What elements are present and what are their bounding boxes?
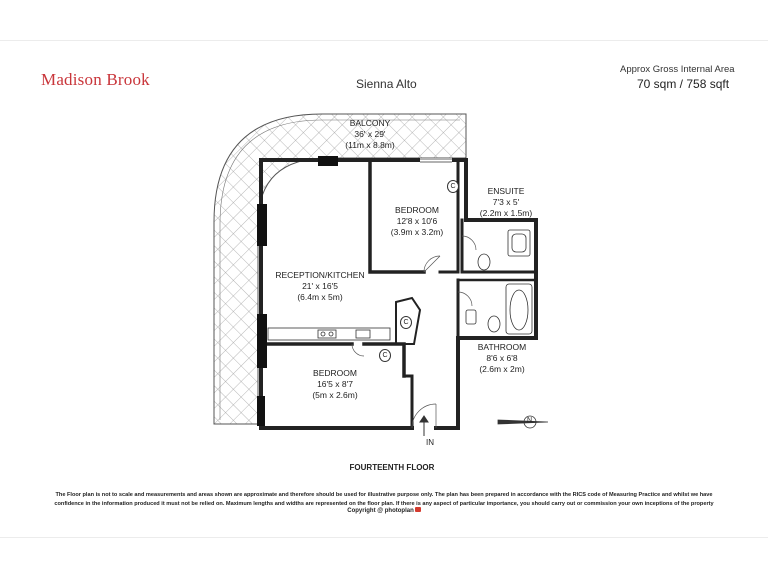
disclaimer-line-1: The Floor plan is not to scale and measurements and areas shown are approximate and therefore should be used for illustrative purpose only. The plan has been prepared in accordance with the RICS code of Measuring Practice and whilst we have — [55, 492, 713, 498]
room-dimensions-metric: (2.2m x 1.5m) — [479, 208, 533, 218]
room-label-bathroom — [472, 342, 532, 375]
room-label-bedroom-2 — [300, 368, 370, 401]
room-label-reception-kitchen — [268, 270, 372, 303]
compass-icon — [498, 416, 548, 428]
room-dimensions-imperial: 36' x 29' — [354, 129, 386, 139]
entrance-arrow — [420, 416, 428, 436]
copyright — [284, 507, 484, 514]
room-dimensions-metric: (3.9m x 3.2m) — [390, 227, 444, 237]
room-name: RECEPTION/KITCHEN — [275, 270, 365, 280]
floor-label: FOURTEENTH FLOOR — [349, 463, 435, 472]
room-dimensions-imperial: 8'6 x 6'8 — [486, 353, 518, 363]
room-name: BEDROOM — [313, 368, 357, 378]
cupboard-marker: C — [400, 316, 412, 329]
photoplan-brand: photoplan — [384, 508, 414, 514]
brand-logo: Madison Brook — [41, 70, 150, 89]
room-label-bedroom-1 — [382, 205, 452, 238]
room-dimensions-imperial: 12'8 x 10'6 — [396, 216, 438, 226]
compass-north-label: N — [527, 417, 533, 424]
room-label-ensuite — [474, 186, 538, 219]
disclaimer-line-2: confidence in the information produced it must not be relied on. Maximum lengths and widths are represented on the floor plan. If there is any aspect of particular importance, you should carry out or commission your own inceptions of the property — [54, 501, 714, 507]
photoplan-logo-icon — [415, 507, 421, 512]
area-label: Approx Gross Internal Area — [620, 64, 735, 75]
room-name: BALCONY — [349, 118, 391, 128]
room-name: ENSUITE — [487, 186, 525, 196]
room-name: BATHROOM — [477, 342, 527, 352]
bathroom-fixtures — [466, 284, 532, 334]
area-value: 70 sqm / 758 sqft — [637, 77, 730, 91]
room-dimensions-metric: (2.6m x 2m) — [479, 364, 525, 374]
room-dimensions-metric: (11m x 8.8m) — [345, 140, 395, 150]
entrance-label: IN — [426, 438, 434, 447]
room-dimensions-imperial: 21' x 16'5 — [302, 281, 338, 291]
room-dimensions-imperial: 16'5 x 8'7 — [317, 379, 353, 389]
ensuite-fixtures — [478, 230, 530, 270]
property-name: Sienna Alto — [356, 77, 417, 91]
cupboard-marker: C — [379, 349, 391, 362]
copyright-prefix: Copyright @ — [347, 508, 384, 514]
room-dimensions-metric: (5m x 2.6m) — [312, 390, 358, 400]
room-label-balcony — [340, 118, 400, 151]
room-dimensions-imperial: 7'3 x 5' — [492, 197, 520, 207]
room-name: BEDROOM — [395, 205, 439, 215]
room-dimensions-metric: (6.4m x 5m) — [297, 292, 343, 302]
cupboard-marker: C — [447, 180, 459, 193]
kitchen-counter — [268, 328, 390, 340]
